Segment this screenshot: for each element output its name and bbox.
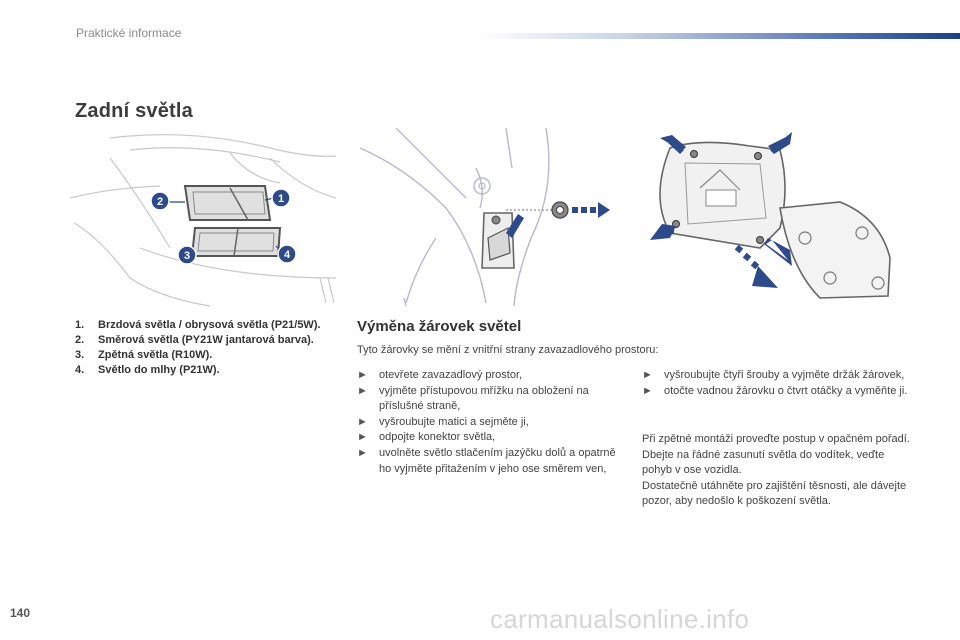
assembly-notes <box>642 432 914 510</box>
callout-3-label: 3 <box>183 250 191 262</box>
page-title: Zadní světla <box>75 100 193 122</box>
callout-2-label: 2 <box>156 196 164 208</box>
removal-arrow-icon <box>735 245 778 288</box>
steps-list-right <box>642 368 912 399</box>
step-item: ► odpojte konektor světla, <box>357 430 625 446</box>
step-item: ► uvolněte světlo stlačením jazýčku dolů a opatrně ho vyjměte přitažením v jeho ose směrem ven, <box>357 446 616 475</box>
note-paragraph: Dbejte na řádné zasunutí světla do vodítek, veďte pohyb v ose vozidla. <box>642 448 885 477</box>
legend-item: 4. Světlo do mlhy (P21W). <box>75 364 220 376</box>
callout-1 <box>265 189 290 207</box>
arrow-bullet-icon: ► <box>642 369 653 381</box>
rear-lamp-illustration <box>70 128 336 308</box>
dashed-arrow-icon <box>572 202 610 218</box>
step-item: ► otevřete zavazadlový prostor, <box>357 368 625 384</box>
arrow-bullet-icon: ► <box>357 384 368 397</box>
legend-item: 1. Brzdová světla / obrysová světla (P21/5W). <box>75 319 321 331</box>
lamp-legend <box>75 318 335 378</box>
legend-item: 3. Zpětná světla (R10W). <box>75 349 213 361</box>
section-subtitle: Výměna žárovek světel <box>357 318 522 335</box>
page-number: 140 <box>10 606 31 620</box>
step-item: ► vyjměte přístupovou mřížku na obložení na příslušné straně, <box>357 384 589 413</box>
watermark: carmanualsonline.info <box>490 604 750 634</box>
callout-4-label: 4 <box>283 249 291 261</box>
arrow-bullet-icon: ► <box>357 431 368 444</box>
intro-text: Tyto žárovky se mění z vnitřní strany zavazadlového prostoru: <box>357 344 659 356</box>
callout-2 <box>151 192 185 210</box>
section-header: Praktické informace <box>76 26 182 40</box>
trunk-nut-illustration <box>356 128 640 308</box>
arrow-bullet-icon: ► <box>357 415 368 428</box>
step-item: ► vyšroubujte matici a sejměte ji, <box>357 415 625 431</box>
step-item: ► otočte vadnou žárovku o čtvrt otáčky a vyměňte ji. <box>642 384 912 400</box>
bulb-holder-illustration <box>640 128 902 308</box>
header-bar <box>480 33 960 39</box>
note-paragraph: Dostatečně utáhněte pro zajištění těsnosti, ale dávejte pozor, aby nedošlo k poškození světla. <box>642 479 907 508</box>
callout-1-label: 1 <box>277 193 285 205</box>
arrow-bullet-icon: ► <box>357 369 368 381</box>
arrow-bullet-icon: ► <box>642 384 653 397</box>
steps-list-left <box>357 368 625 477</box>
step-item: ► vyšroubujte čtyři šrouby a vyjměte držák žárovek, <box>642 368 912 384</box>
callout-3 <box>178 246 196 264</box>
arrow-bullet-icon: ► <box>357 446 368 459</box>
note-paragraph: Při zpětné montáži proveďte postup v opačném pořadí. <box>642 433 910 445</box>
legend-item: 2. Směrová světla (PY21W jantarová barva). <box>75 334 314 346</box>
